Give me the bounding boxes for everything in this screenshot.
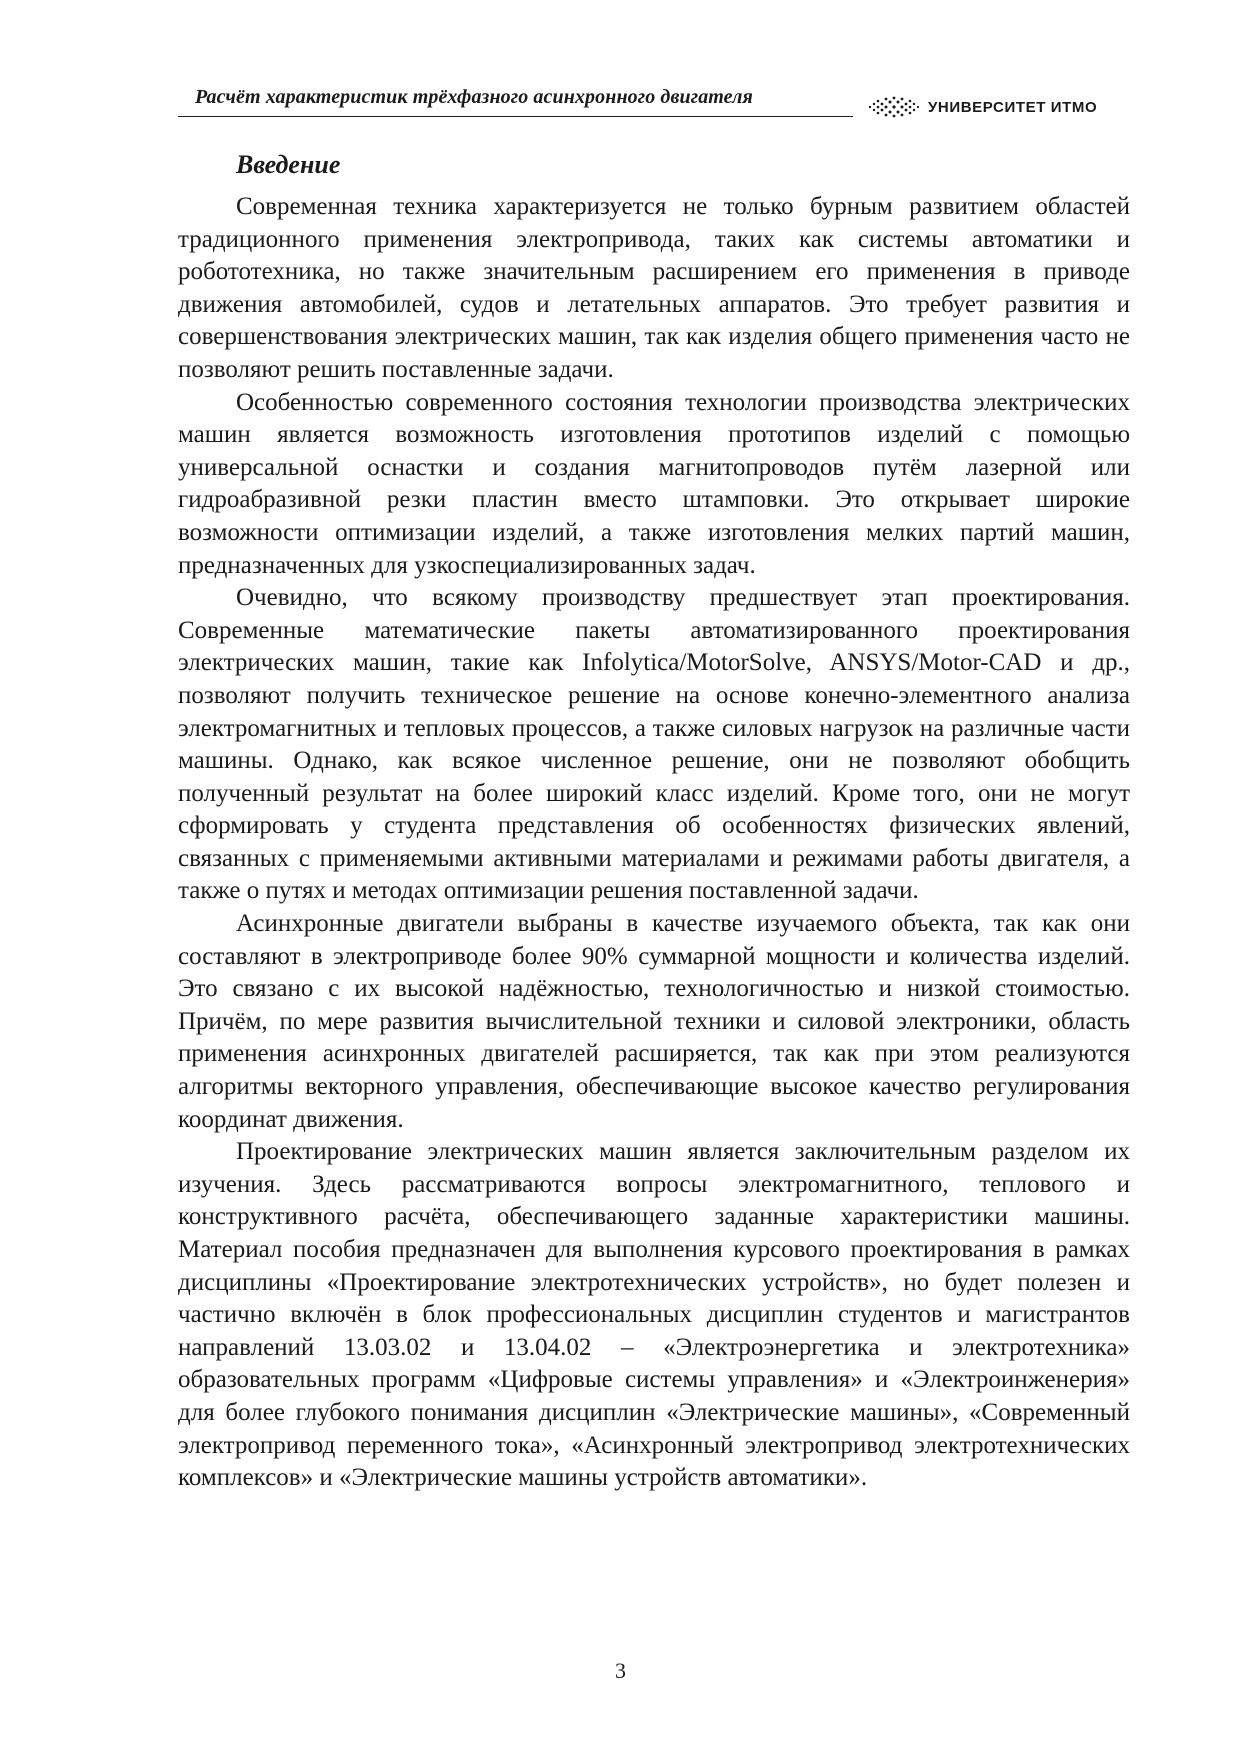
paragraph-5: Проектирование электрических машин является заключительным разделом их изучения. Здесь рассматриваются вопросы электромагнитного, теплового и конструктивного расчёта, обеспечивающего заданные характеристики машины. Материал пособия предназначен для выполнения курсового проектирования в рамках дисциплины «Проектирование электротехнических устройств», но будет полезен и частично включён в блок профессиональных дисциплин студентов и магистрантов направлений 13.03.02 и 13.04.02 – «Электроэнергетика и электротехника» образовательных программ «Цифровые системы управления» и «Электроинженерия» для более глубокого понимания дисциплин «Электрические машины», «Современный электропривод переменного тока», «Асинхронный электропривод электротехнических комплексов» и «Электрические машины устройств автоматики». (178, 1138, 1130, 1492)
paragraph-4: Асинхронные двигатели выбраны в качестве изучаемого объекта, так как они составляют в электроприводе более 90% суммарной мощности и количества изделий. Это связано с их высокой надёжностью, технологичностью и низкой стоимостью. Причём, по мере развития вычислительной техники и силовой электроники, область применения асинхронных двигателей расширяется, так как при этом реализуются алгоритмы векторного управления, обеспечивающие высокое качество регулирования координат движения. (178, 910, 1130, 1133)
header-rule (178, 116, 853, 117)
itmo-dots-logo-icon (868, 96, 920, 118)
section-heading: Введение (236, 150, 341, 179)
page-number: 3 (615, 1658, 626, 1683)
itmo-logo (868, 96, 1097, 118)
paragraph-1: Современная техника характеризуется не только бурным развитием областей традиционного применения электропривода, таких как системы автоматики и робототехника, но также значительным расширением его применения в приводе движения автомобилей, судов и летательных аппаратов. Это требует развития и совершенствования электрических машин, так как изделия общего применения часто не позволяют решить поставленные задачи. (178, 193, 1130, 383)
logo-text: УНИВЕРСИТЕТ ИТМО (928, 98, 1098, 116)
running-header-title: Расчёт характеристик трёхфазного асинхронного двигателя (195, 86, 753, 108)
paragraph-3: Очевидно, что всякому производству предшествует этап проектирования. Современные математические пакеты автоматизированного проектирования электрических машин, такие как Infolytica/MotorSolve, ANSYS/Motor-CAD и др., позволяют получить техническое решение на основе конечно-элементного анализа электромагнитных и тепловых процессов, а также силовых нагрузок на различные части машины. Однако, как всякое численное решение, они не позволяют обобщить полученный результат на более широкий класс изделий. Кроме того, они не могут сформировать у студента представления об особенностях физических явлений, связанных с применяемыми активными материалами и режимами работы двигателя, а также о путях и методах оптимизации решения поставленной задачи. (178, 584, 1130, 905)
page-content (178, 148, 1130, 1495)
paragraph-2: Особенностью современного состояния технологии производства электрических машин является возможность изготовления прототипов изделий с помощью универсальной оснастки и создания магнитопроводов путём лазерной или гидроабразивной резки пластин вместо штамповки. Это открывает широкие возможности оптимизации изделий, а также изготовления мелких партий машин, предназначенных для узкоспециализированных задач. (178, 388, 1130, 579)
running-header (178, 84, 1130, 120)
